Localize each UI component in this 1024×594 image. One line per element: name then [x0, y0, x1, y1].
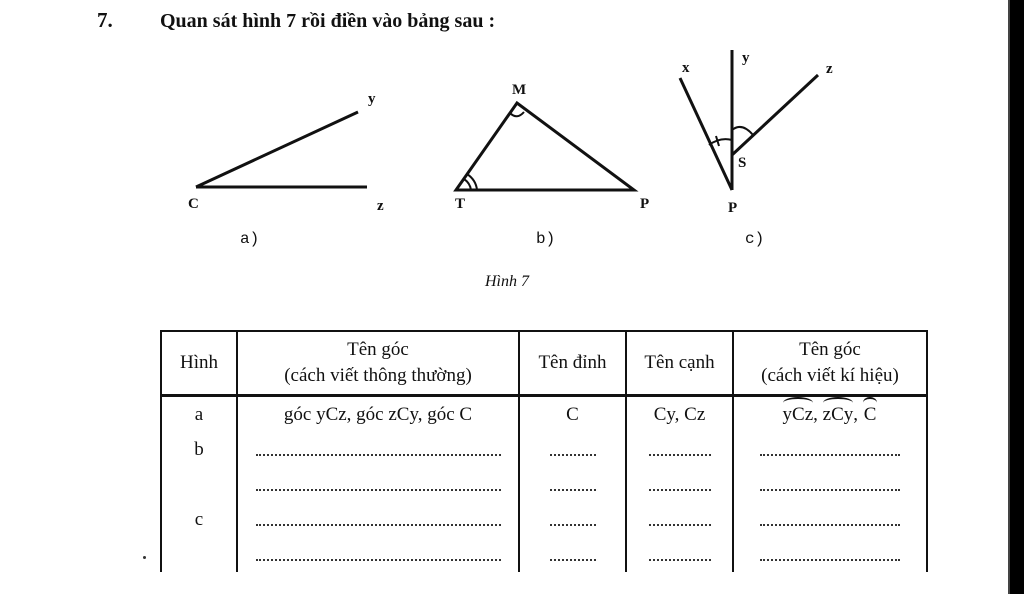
- table-row-c: [161, 502, 927, 537]
- label-y-c: y: [742, 50, 750, 66]
- blank-ky-hieu-c[interactable]: [733, 502, 927, 537]
- cell-ten-goc-a: góc yCz, góc zCy, góc C: [237, 396, 519, 433]
- table-row-a: [161, 396, 927, 433]
- label-c: C: [188, 196, 199, 212]
- header-ten-canh: Tên cạnh: [626, 331, 733, 396]
- label-m: M: [512, 82, 527, 98]
- figure-c: [680, 50, 833, 248]
- header-ten-goc: Tên góc (cách viết thông thường): [237, 331, 519, 396]
- symbol-c: C: [863, 403, 877, 425]
- blank-ten-canh-b2[interactable]: [626, 467, 733, 502]
- blank-ten-goc-b2[interactable]: [237, 467, 519, 502]
- cell-ten-dinh-a: C: [519, 396, 626, 433]
- cell-ky-hieu-a: [733, 396, 927, 433]
- symbol-zcy: zCy: [822, 403, 854, 425]
- angle-mark-ysz: [732, 127, 753, 135]
- label-z: z: [377, 198, 384, 214]
- blank-ky-hieu-b2[interactable]: [733, 467, 927, 502]
- blank-ten-canh-b[interactable]: [626, 432, 733, 467]
- table-row-b: [161, 432, 927, 467]
- blank-ten-canh-c[interactable]: [626, 502, 733, 537]
- blank-ten-goc-b[interactable]: [237, 432, 519, 467]
- blank-ten-dinh-b[interactable]: [519, 432, 626, 467]
- exercise-prompt: Quan sát hình 7 rồi điền vào bảng sau :: [160, 10, 496, 32]
- blank-ky-hieu-c2[interactable]: [733, 537, 927, 572]
- separator: ,: [853, 403, 859, 425]
- label-s: S: [738, 155, 747, 171]
- ray-px: [680, 78, 732, 190]
- sublabel-a: a): [240, 230, 260, 248]
- sublabel-b: b): [536, 230, 556, 248]
- sublabel-c: c): [745, 230, 765, 248]
- blank-ky-hieu-b[interactable]: [733, 432, 927, 467]
- cell-hinh-b2: [161, 467, 237, 502]
- exercise-number: 7.: [97, 8, 113, 32]
- header-ky-hieu: Tên góc (cách viết kí hiệu): [733, 331, 927, 396]
- stray-dot: [143, 556, 146, 559]
- cell-hinh-c: c: [161, 502, 237, 537]
- blank-ten-goc-c[interactable]: [237, 502, 519, 537]
- table-row-c2: [161, 537, 927, 572]
- blank-ten-dinh-b2[interactable]: [519, 467, 626, 502]
- angle-mark-m: [510, 112, 524, 116]
- blank-ten-canh-c2[interactable]: [626, 537, 733, 572]
- symbol-ycz: yCz: [782, 403, 814, 425]
- figure-a: [188, 91, 384, 248]
- figure-caption: Hình 7: [485, 273, 529, 290]
- label-y: y: [368, 91, 376, 107]
- table-row-b2: [161, 467, 927, 502]
- header-hinh: Hình: [161, 331, 237, 396]
- cell-hinh-c2: [161, 537, 237, 572]
- label-t: T: [455, 196, 466, 212]
- cell-hinh-b: b: [161, 432, 237, 467]
- label-x: x: [682, 60, 690, 76]
- blank-ten-dinh-c2[interactable]: [519, 537, 626, 572]
- header-ten-dinh: Tên đỉnh: [519, 331, 626, 396]
- ray-cy: [196, 112, 358, 187]
- ray-sz: [732, 75, 818, 155]
- cell-ten-canh-a: Cy, Cz: [626, 396, 733, 433]
- cell-hinh-a: a: [161, 396, 237, 433]
- triangle-mtp: [456, 103, 634, 190]
- table-header-row: [161, 331, 927, 396]
- figure-b: [455, 82, 649, 248]
- angle-mark-t-inner: [464, 179, 471, 190]
- label-p-c: P: [728, 200, 738, 216]
- angle-mark-xpy: [709, 139, 732, 145]
- label-z-c: z: [826, 61, 833, 77]
- blank-ten-goc-c2[interactable]: [237, 537, 519, 572]
- answer-table: [160, 330, 928, 572]
- blank-ten-dinh-c[interactable]: [519, 502, 626, 537]
- label-p: P: [640, 196, 650, 212]
- separator: ,: [813, 403, 818, 425]
